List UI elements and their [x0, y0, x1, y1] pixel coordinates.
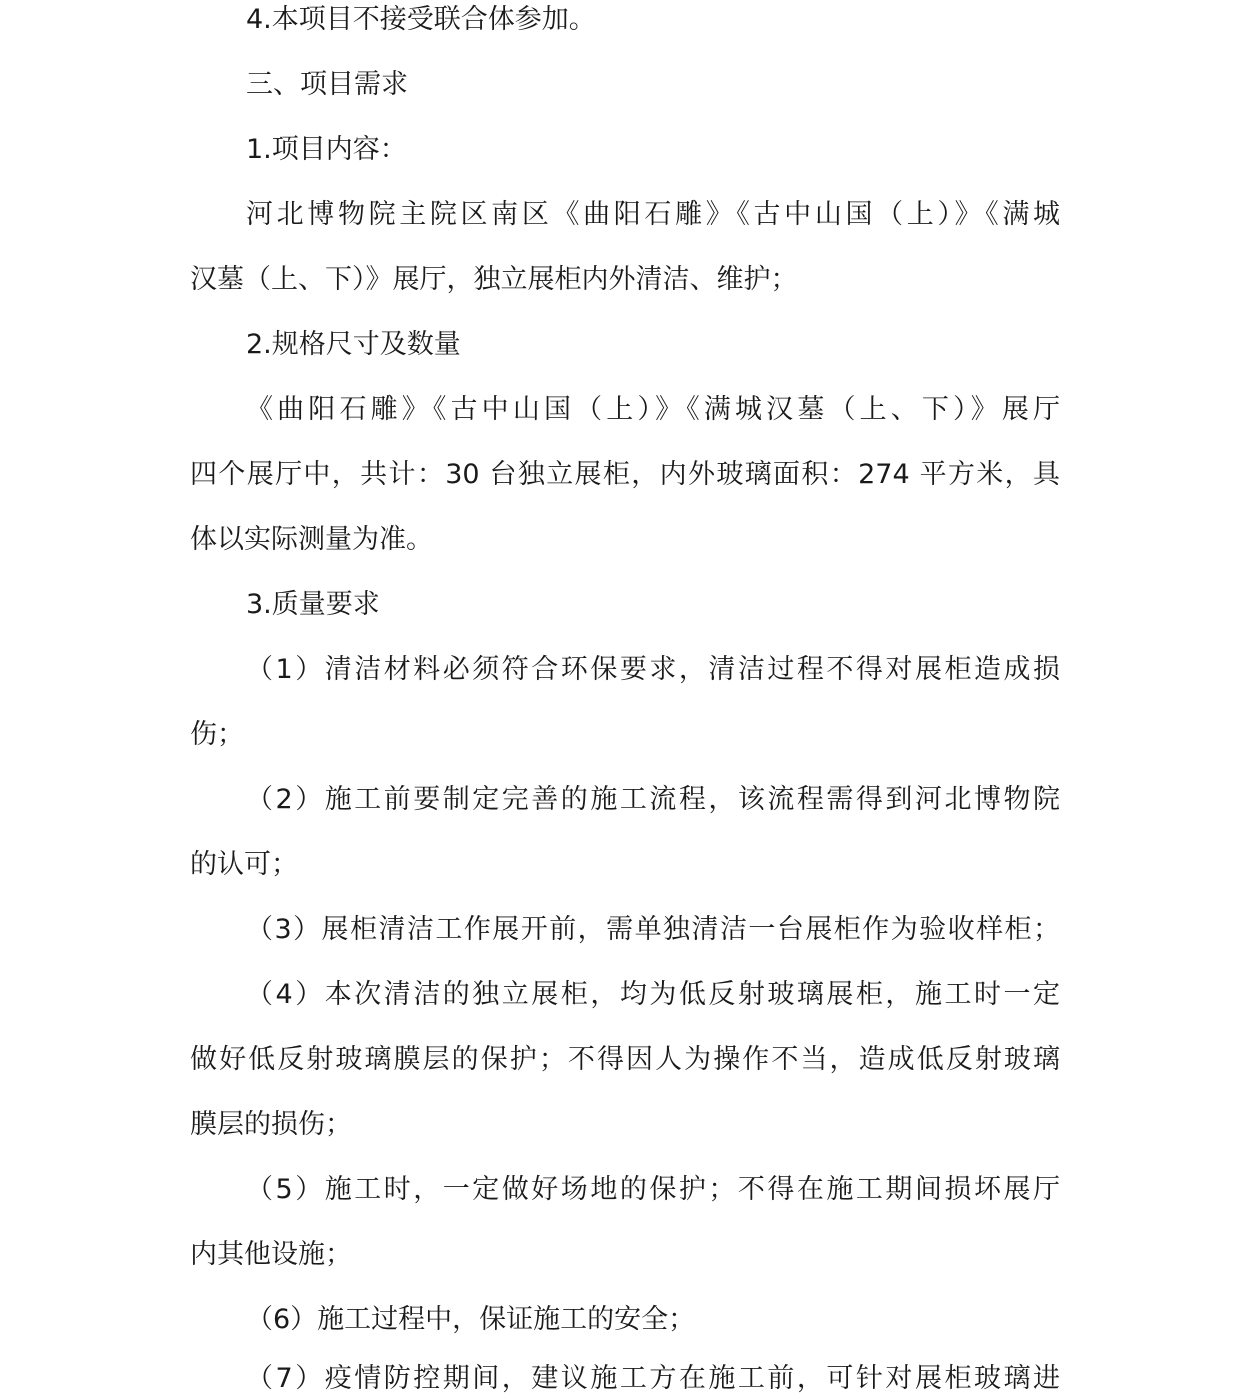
text-line: 伤；	[190, 719, 244, 750]
text-line: （3）展柜清洁工作展开前，需单独清洁一台展柜作为验收样柜；	[246, 914, 1060, 945]
text-line: 河北博物院主院区南区《曲阳石雕》《古中山国（上）》《满城	[246, 199, 1060, 230]
text-line: （2）施工前要制定完善的施工流程，该流程需得到河北博物院	[246, 784, 1060, 815]
text-line: 4.本项目不接受联合体参加。	[246, 4, 596, 35]
text-line: 做好低反射玻璃膜层的保护；不得因人为操作不当，造成低反射玻璃	[190, 1044, 1060, 1075]
subsection-heading: 1.项目内容：	[246, 134, 407, 165]
text-line: （5）施工时，一定做好场地的保护；不得在施工期间损坏展厅	[246, 1174, 1060, 1205]
text-line: 内其他设施；	[190, 1239, 352, 1270]
text-line: 膜层的损伤；	[190, 1109, 352, 1140]
text-line: 的认可；	[190, 849, 298, 880]
text-line: 四个展厅中，共计：30 台独立展柜，内外玻璃面积：274 平方米，具	[190, 459, 1060, 490]
subsection-heading: 2.规格尺寸及数量	[246, 329, 461, 360]
text-line: 《曲阳石雕》《古中山国（上）》《满城汉墓（上、下）》展厅	[246, 394, 1060, 425]
subsection-heading: 3.质量要求	[246, 589, 380, 620]
text-line: 汉墓（上、下）》展厅，独立展柜内外清洁、维护；	[190, 264, 798, 295]
section-heading: 三、项目需求	[246, 69, 408, 100]
text-line: （1）清洁材料必须符合环保要求，清洁过程不得对展柜造成损	[246, 654, 1060, 685]
text-line: （4）本次清洁的独立展柜，均为低反射玻璃展柜，施工时一定	[246, 979, 1060, 1010]
text-line: （7）疫情防控期间，建议施工方在施工前，可针对展柜玻璃进	[246, 1363, 1060, 1394]
text-line: 体以实际测量为准。	[190, 524, 433, 555]
text-line: （6）施工过程中，保证施工的安全；	[246, 1304, 696, 1335]
